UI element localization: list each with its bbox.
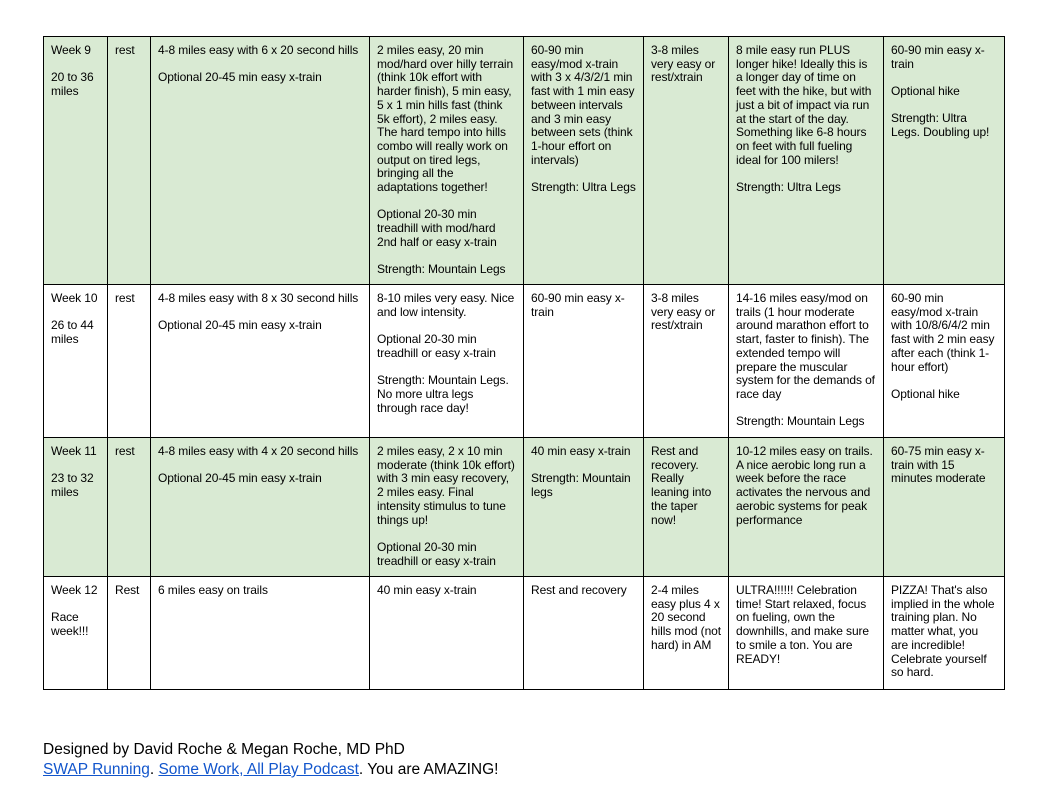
- cell-tuesday: [151, 438, 370, 577]
- cell-sunday: [884, 577, 1005, 690]
- cell-paragraph: Rest and recovery: [531, 583, 627, 597]
- credit-text: Designed by David Roche & Megan Roche, MD PhD: [43, 741, 405, 758]
- cell-sunday: [884, 37, 1005, 285]
- table-row: [44, 577, 1005, 690]
- separator: .: [149, 761, 159, 778]
- cell-paragraph: 14-16 miles easy/mod on trails (1 hour moderate around marathon effort to start, faster to finish). The extended tempo will prepare the muscular system for the demands of race day: [736, 291, 875, 401]
- cell-friday: [644, 285, 729, 438]
- cell-paragraph: Optional hike: [891, 386, 960, 401]
- cell-paragraph: 4-8 miles easy with 6 x 20 second hills: [158, 43, 359, 57]
- cell-paragraph: Strength: Mountain Legs: [377, 262, 506, 277]
- table-row: [44, 37, 1005, 285]
- table-row: [44, 285, 1005, 438]
- cell-paragraph: 2-4 miles easy plus 4 x 20 second hills mod (not hard) in AM: [651, 583, 721, 652]
- cell-saturday: [729, 37, 884, 285]
- cell-paragraph: 8 mile easy run PLUS longer hike! Ideally this is a longer day of time on feet with the hike, but with just a bit of impact via run at the start of the day. Something like 6-8 hours on feet with full fueling ideal for 100 milers!: [736, 43, 872, 167]
- cell-paragraph: 3-8 miles very easy or rest/xtrain: [651, 43, 716, 85]
- cell-paragraph: Strength: Ultra Legs: [736, 180, 841, 195]
- links-line: [43, 760, 498, 780]
- cell-paragraph: Optional 20-30 min treadhill or easy x-train: [377, 539, 496, 568]
- cell-paragraph: 3-8 miles very easy or rest/xtrain: [651, 291, 716, 333]
- cell-week: [44, 577, 108, 690]
- cell-paragraph: Strength: Ultra Legs: [531, 180, 636, 195]
- cell-week: [44, 438, 108, 577]
- cell-tuesday: [151, 577, 370, 690]
- training-plan-table: [43, 36, 1005, 690]
- cell-paragraph: rest: [115, 291, 135, 305]
- cell-friday: [644, 37, 729, 285]
- cell-paragraph: 60-90 min easy x-train: [891, 43, 985, 71]
- cell-monday: [108, 37, 151, 285]
- cell-week: [44, 37, 108, 285]
- cell-saturday: [729, 438, 884, 577]
- cell-paragraph: Optional 20-45 min easy x-train: [158, 471, 322, 486]
- cell-paragraph: Optional hike: [891, 84, 960, 99]
- cell-paragraph: 8-10 miles very easy. Nice and low intensity.: [377, 291, 515, 319]
- cell-paragraph: 60-90 min easy x-train: [531, 291, 625, 319]
- cell-week: [44, 285, 108, 438]
- cell-monday: [108, 577, 151, 690]
- cell-paragraph: 4-8 miles easy with 8 x 30 second hills: [158, 291, 359, 305]
- cell-paragraph: 40 min easy x-train: [377, 583, 477, 597]
- cell-paragraph: Strength: Mountain Legs: [736, 414, 865, 429]
- cell-paragraph: rest: [115, 43, 135, 57]
- cell-thursday: [524, 37, 644, 285]
- cell-thursday: [524, 285, 644, 438]
- cell-paragraph: 2 miles easy, 2 x 10 min moderate (think 10k effort) with 3 min easy recovery, 2 miles easy. Final intensity stimulus to tune things up!: [377, 444, 515, 527]
- cell-paragraph: Race week!!!: [51, 610, 89, 639]
- cell-paragraph: Rest and recovery. Really leaning into the taper now!: [651, 444, 712, 527]
- cell-paragraph: 6 miles easy on trails: [158, 583, 268, 597]
- closing-text: . You are AMAZING!: [358, 761, 499, 778]
- cell-paragraph: PIZZA! That's also implied in the whole training plan. No matter what, you are incredible! Celebrate yourself so hard.: [891, 583, 995, 680]
- cell-paragraph: Week 11: [51, 444, 97, 458]
- cell-wednesday: [370, 438, 524, 577]
- cell-paragraph: 60-75 min easy x-train with 15 minutes moderate: [891, 444, 986, 486]
- footer: [43, 740, 498, 780]
- cell-paragraph: Week 10: [51, 291, 98, 305]
- cell-wednesday: [370, 577, 524, 690]
- swap-running-link[interactable]: SWAP Running: [43, 761, 150, 778]
- cell-friday: [644, 577, 729, 690]
- cell-paragraph: 60-90 min easy/mod x-train with 3 x 4/3/2/1 min fast with 1 min easy between intervals and 3 min easy between sets (think 1-hour effort on intervals): [531, 43, 635, 167]
- cell-friday: [644, 438, 729, 577]
- cell-paragraph: Strength: Mountain Legs. No more ultra legs through race day!: [377, 373, 509, 415]
- podcast-link[interactable]: Some Work, All Play Podcast: [158, 761, 359, 778]
- cell-paragraph: rest: [115, 444, 135, 458]
- cell-paragraph: 2 miles easy, 20 min mod/hard over hilly terrain (think 10k effort with harder finish), 5 min easy, 5 x 1 min hills fast (think 5k effort), 2 miles easy. The hard tempo into hills combo will really work on output on tired legs, bringing all the adaptations together!: [377, 43, 514, 195]
- cell-wednesday: [370, 37, 524, 285]
- cell-paragraph: ULTRA!!!!!! Celebration time! Start relaxed, focus on fueling, own the downhills, and make sure to smile a ton. You are READY!: [736, 583, 870, 666]
- cell-monday: [108, 438, 151, 577]
- cell-paragraph: Optional 20-30 min treadhill with mod/hard 2nd half or easy x-train: [377, 207, 497, 249]
- cell-paragraph: 40 min easy x-train: [531, 444, 631, 458]
- cell-paragraph: 10-12 miles easy on trails. A nice aerobic long run a week before the race activates the nervous and aerobic systems for peak performance: [736, 444, 873, 527]
- cell-paragraph: Strength: Ultra Legs. Doubling up!: [891, 111, 990, 140]
- cell-paragraph: Week 12: [51, 583, 98, 597]
- cell-saturday: [729, 577, 884, 690]
- cell-tuesday: [151, 37, 370, 285]
- cell-monday: [108, 285, 151, 438]
- cell-paragraph: 4-8 miles easy with 4 x 20 second hills: [158, 444, 359, 458]
- cell-paragraph: 20 to 36 miles: [51, 70, 94, 99]
- cell-paragraph: Optional 20-45 min easy x-train: [158, 318, 322, 333]
- cell-thursday: [524, 438, 644, 577]
- cell-sunday: [884, 438, 1005, 577]
- cell-wednesday: [370, 285, 524, 438]
- cell-paragraph: Optional 20-30 min treadhill or easy x-train: [377, 332, 496, 360]
- cell-sunday: [884, 285, 1005, 438]
- cell-paragraph: Week 9: [51, 43, 91, 57]
- cell-paragraph: Strength: Mountain legs: [531, 471, 631, 500]
- cell-paragraph: 26 to 44 miles: [51, 318, 94, 347]
- cell-thursday: [524, 577, 644, 690]
- cell-paragraph: Optional 20-45 min easy x-train: [158, 70, 322, 85]
- cell-tuesday: [151, 285, 370, 438]
- cell-paragraph: Rest: [115, 583, 140, 597]
- cell-paragraph: 23 to 32 miles: [51, 471, 94, 500]
- table-row: [44, 438, 1005, 577]
- cell-saturday: [729, 285, 884, 438]
- cell-paragraph: 60-90 min easy/mod x-train with 10/8/6/4/2 min fast with 2 min easy after each (think 1-hour effort): [891, 291, 995, 374]
